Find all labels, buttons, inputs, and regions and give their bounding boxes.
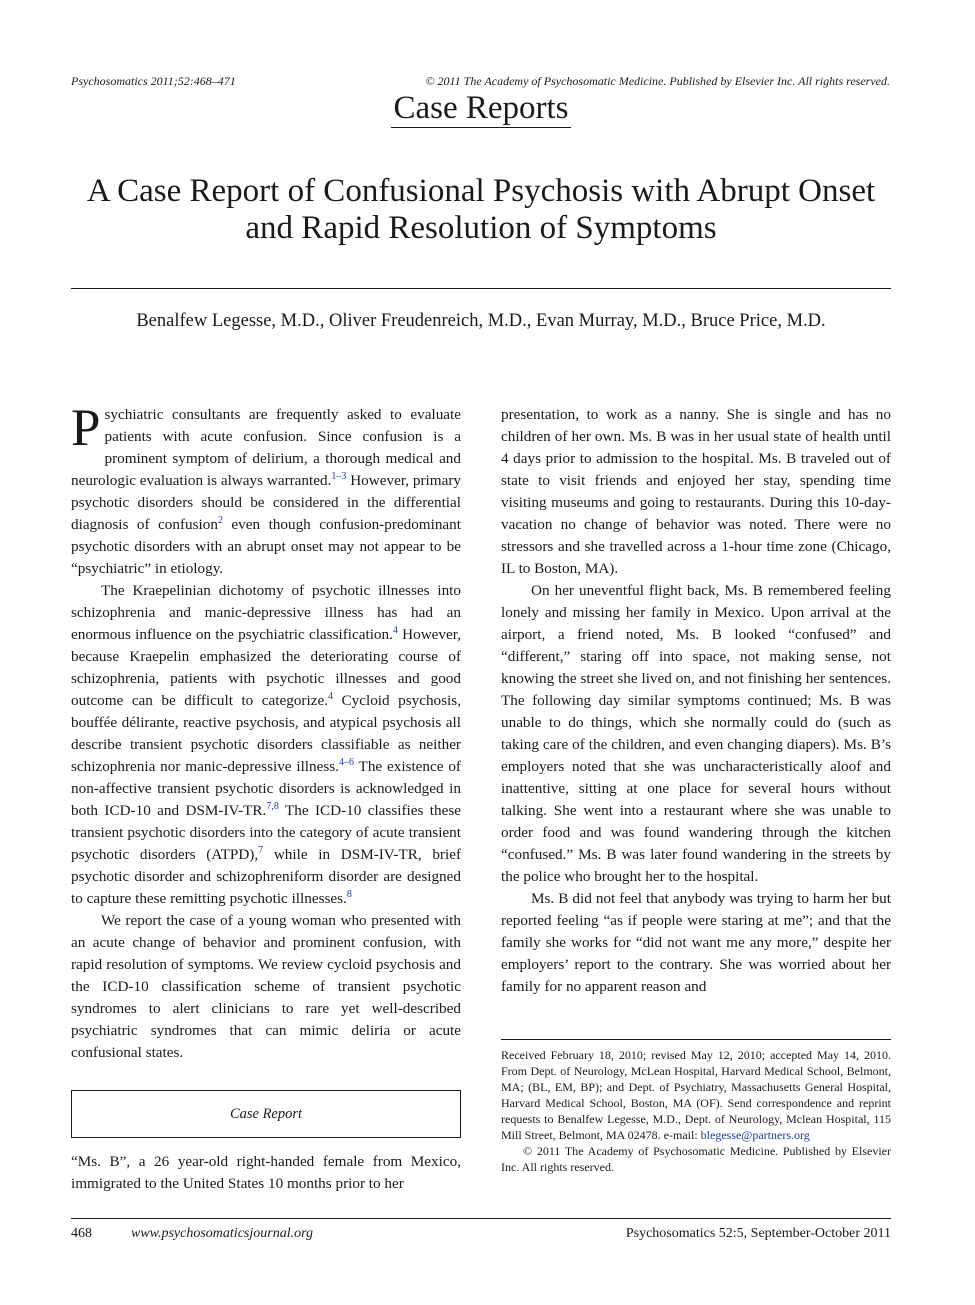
section-heading-text: Case Reports: [393, 90, 569, 126]
footnote-text: [501, 1047, 891, 1143]
reference-link[interactable]: 4: [327, 690, 333, 702]
presentation-paragraph: presentation, to work as a nanny. She is single and has no children of her own. Ms. B was in her usual state of health until 4 days prior to admission to the hospital. Ms. B traveled out of state to visit friends and enjoyed her stay, spending time visiting museums and going to restaurants. During this 10-day-vacation no change of behavior was noted. There were no stressors and she travelled across a 1-hour time zone (Chicago, IL to Boston, MA).: [501, 406, 891, 577]
intro-text-a: sychiatric consultants are frequently asked to evaluate patients with acute confusion. Since confusion is a prominent symptom of delirium, a thorough medical and neurologic evaluation is always warranted.: [71, 406, 461, 489]
kraepelin-text-e: The ICD-10 classifies these transient psychotic disorders into the category of acute transient psychotic disorders (ATPD),: [71, 802, 461, 863]
journal-citation: Psychosomatics 2011;52:468–471: [71, 74, 236, 88]
footnote-divider: [501, 1039, 891, 1040]
reference-link[interactable]: 7: [258, 844, 264, 856]
email-label: e-mail:: [663, 1128, 701, 1142]
left-column: [71, 399, 461, 1064]
case-intro: [71, 1151, 461, 1195]
header-copyright: © 2011 The Academy of Psychosomatic Medicine. Published by Elsevier Inc. All rights reserved.: [425, 74, 890, 88]
kraepelin-text-c: Cycloid psychosis, bouffée délirante, reactive psychosis, and atypical psychosis all describe transient psychotic disorders classifiable as neither schizophrenia nor manic-depressive illness.: [71, 692, 461, 775]
article-footnote: [501, 1047, 891, 1175]
drop-cap: P: [71, 399, 101, 457]
reference-link[interactable]: 7,8: [266, 800, 279, 812]
journal-website-link[interactable]: www.psychosomaticsjournal.org: [131, 1226, 314, 1241]
article-title-line-1: A Case Report of Confusional Psychosis with Abrupt Onset: [86, 173, 876, 209]
author-list: Benalfew Legesse, M.D., Oliver Freudenreich, M.D., Evan Murray, M.D., Bruce Price, M.D.: [136, 311, 826, 331]
kraepelin-text-a: The Kraepelinian dichotomy of psychotic illnesses into schizophrenia and manic-depressive illness has had an enormous influence on the psychiatric classification.: [71, 582, 461, 643]
reference-link[interactable]: 1–3: [331, 470, 347, 482]
reference-link[interactable]: 2: [217, 514, 223, 526]
kraepelin-text-d: The existence of non-affective transient psychotic disorders is acknowledged in both ICD-10 and DSM-IV-TR.: [71, 758, 461, 819]
title-divider: [71, 288, 891, 289]
intro-paragraph: [71, 399, 461, 580]
kraepelin-text-b: However, because Kraepelin emphasized the deteriorating course of schizophrenia, patients with psychotic illnesses and good outcome can be difficult to categorize.: [71, 626, 461, 709]
reference-link[interactable]: 8: [346, 888, 352, 900]
section-heading: [0, 90, 962, 127]
kraepelin-text-f: while in DSM-IV-TR, brief psychotic disorder and schizophreniform disorder are designed to capture these remitting psychotic illnesses.: [71, 846, 461, 907]
case-report-label: Case Report: [229, 1106, 303, 1122]
kraepelin-paragraph: [71, 580, 461, 910]
right-column: [501, 404, 891, 998]
report-summary-paragraph: We report the case of a young woman who presented with an acute change of behavior and prominent confusion, with rapid resolution of symptoms. We review cycloid psychosis and the ICD-10 classification scheme of transient psychotic syndromes to alert clinicians to rare yet well-described psychiatric syndromes that can mimic deliria or acute confusional states.: [71, 912, 461, 1061]
footnote-copyright: © 2011 The Academy of Psychosomatic Medicine. Published by Elsevier Inc. All rights reserved.: [501, 1144, 891, 1174]
issue-info: Psychosomatics 52:5, September-October 2011: [625, 1226, 891, 1241]
case-intro-paragraph: “Ms. B”, a 26 year-old right-handed female from Mexico, immigrated to the United States 10 months prior to her: [71, 1153, 461, 1192]
symptoms-paragraph: Ms. B did not feel that anybody was trying to harm her but reported feeling “as if people were staring at me”; and that the family she works for “did not want me any more,” despite her employers’ report to the contrary. She was worried about her family for no apparent reason and: [501, 890, 891, 995]
case-report-box: [71, 1090, 461, 1138]
article-title-line-2: and Rapid Resolution of Symptoms: [245, 210, 717, 246]
email-link[interactable]: blegesse@partners.org: [700, 1128, 810, 1142]
intro-text-c: even though confusion-predominant psychotic disorders with an abrupt onset may not appear to be “psychiatric” in etiology.: [71, 516, 461, 577]
intro-text-b: However, primary psychotic disorders should be considered in the differential diagnosis of confusion: [71, 472, 461, 533]
footer-divider: [71, 1218, 891, 1219]
page-number: 468: [71, 1226, 92, 1241]
footnote-body: Received February 18, 2010; revised May 12, 2010; accepted May 14, 2010. From Dept. of Neurology, McLean Hospital, Harvard Medical School, Belmont, MA; (BL, EM, BP); and Dept. of Psychiatry, Massachusetts General Hospital, Harvard Medical School, Boston, MA (OF). Send correspondence and reprint requests to Benalfew Legesse, M.D., Dept. of Neurology, Mclean Hospital, 115 Mill Street, Belmont, MA 02478.: [501, 1048, 891, 1142]
flight-paragraph: On her uneventful flight back, Ms. B remembered feeling lonely and missing her family in Mexico. Upon arrival at the airport, a friend noted, Ms. B looked “confused” and “different,” staring off into space, not making sense, not knowing the street she lived on, and not finishing her sentences. The following day similar symptoms continued; Ms. B was unable to do things, which she normally could do (such as taking care of the children, and even changing diapers). Ms. B’s employers noted that she was uncharacteristically aloof and inattentive, sitting at one place for several hours without talking. She went into a restaurant where she was unable to order food and was found wandering through the kitchen “confused.” Ms. B was later found wandering in the streets by the police who brought her to the hospital.: [501, 582, 891, 885]
reference-link[interactable]: 4: [392, 624, 398, 636]
article-title: [60, 173, 902, 247]
reference-link[interactable]: 4–6: [338, 756, 354, 768]
